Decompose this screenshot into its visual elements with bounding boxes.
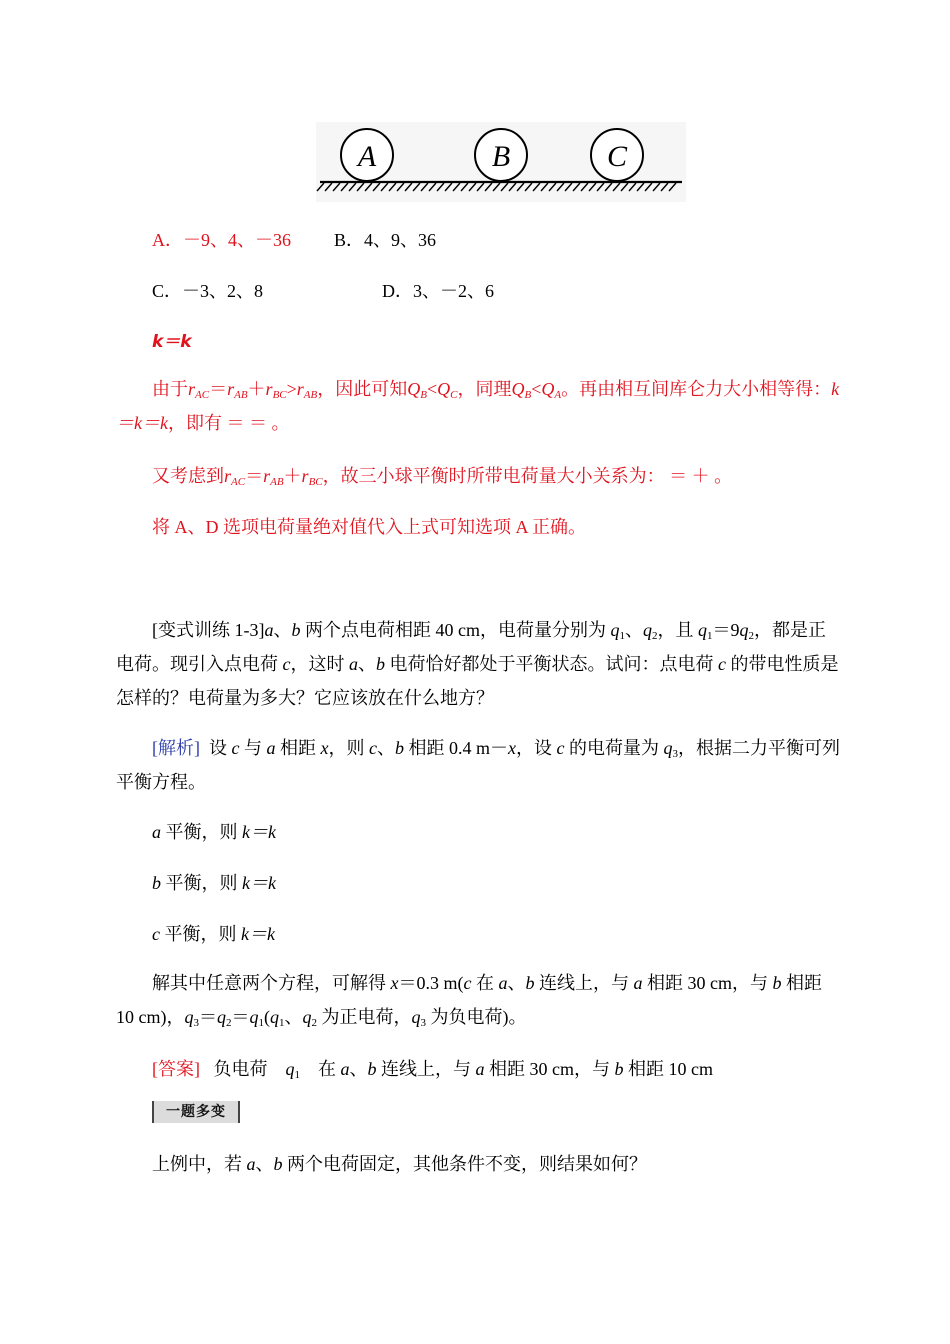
answer-line: [答案] 负电荷 $q_1$ 在 a、b 连线上，与 a 相距 30 cm，与 b 相距 10 cm [152,1059,713,1081]
ball-b-label: B [491,140,511,173]
ball-a-label: A [357,140,377,173]
answer-label: [答案] [152,1059,200,1079]
option-b: B．4、9、36 [334,230,437,250]
analysis-label: [解析] [152,738,200,758]
solution-para-2: 又考虑到$r_{AC}=r_{AB}+r_{BC}$，故三小球平衡时所带电荷量大小关系为： ＝ ＋ 。 [152,466,733,488]
equation-b: b 平衡，则 k＝k [152,873,276,893]
solution-para-1: 由于$r_{AC}=r_{AB}+r_{BC}>r_{AB}$，因此可知$Q_B<Q_C$，同理$Q_B<Q_A$。再由相互间库仑力大小相等得：k＝k＝k，即有 ＝ ＝ 。 [116,379,840,433]
ball-c-label: C [606,140,628,173]
three-balls-figure [316,122,686,202]
option-c: C．－3、2、8 [152,281,264,301]
solution-para-3: 将 A、D 选项电荷量绝对值代入上式可知选项 A 正确。 [152,517,587,537]
equation-c: c 平衡，则 k＝k [152,924,275,944]
option-a: A．－9、4、－36 [152,230,291,250]
exercise-paragraph: [变式训练 1-3]a、b 两个点电荷相距 40 cm，电荷量分别为 $q_1$、$q_2$，且 $q_1=9q_2$，都是正电荷。现引入点电荷 c，这时 a、b 电荷恰好都处于平衡状态。试问：点电荷 c 的带电性质是怎样的？电荷量为多大？它应该放在什么地方？ [116,620,839,708]
exercise-label: [变式训练 1-3] [152,620,265,640]
solution-k-line: k＝k [152,332,192,352]
analysis-paragraph: [解析] 设 c 与 a 相距 x，则 c、b 相距 0.4 m－x，设 c 的电荷量为 $q_3$，根据二力平衡可列平衡方程。 [116,738,841,792]
variant-badge: 一题多变 [152,1101,240,1123]
equation-a: a 平衡，则 k＝k [152,822,276,842]
option-d: D．3、－2、6 [382,281,494,301]
variant-question: 上例中，若 a、b 两个电荷固定，其他条件不变，则结果如何？ [152,1154,647,1174]
solve-paragraph: 解其中任意两个方程，可解得 x＝0.3 m(c 在 a、b 连线上，与 a 相距 30 cm，与 b 相距 10 cm)，$q_3=q_2=q_1(q_1$、$q_2$ 为正电荷，$q_3$ 为负电荷)。 [116,973,822,1029]
